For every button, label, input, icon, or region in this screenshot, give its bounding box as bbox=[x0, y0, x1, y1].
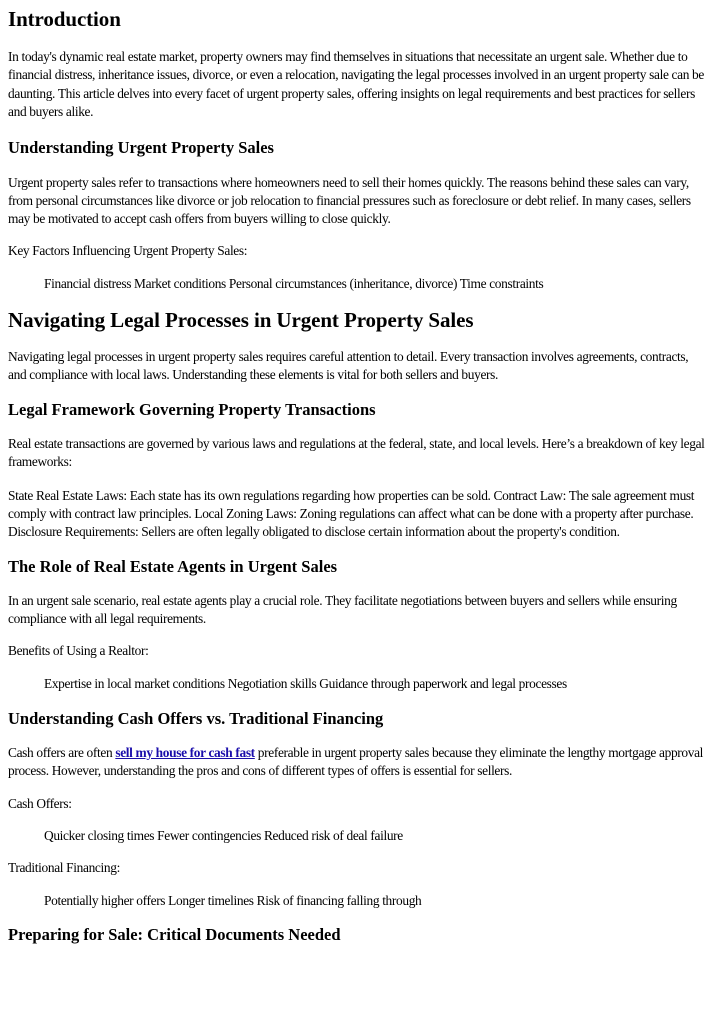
agents-role-paragraph: In an urgent sale scenario, real estate agents play a crucial role. They facilitate negotiations between buyers and sellers while ensuring compliance with all legal requirements. bbox=[8, 593, 677, 627]
cash-vs-financing-heading: Understanding Cash Offers vs. Traditional Financing bbox=[8, 708, 384, 728]
traditional-financing-list: Potentially higher offers Longer timelines Risk of financing falling through bbox=[44, 892, 422, 908]
understanding-urgent-sales-heading: Understanding Urgent Property Sales bbox=[8, 138, 274, 157]
traditional-financing-label: Traditional Financing: bbox=[8, 860, 120, 876]
preparing-for-sale-heading: Preparing for Sale: Critical Documents Needed bbox=[8, 924, 341, 944]
understanding-urgent-sales-paragraph: Urgent property sales refer to transactions where homeowners need to sell their homes quickly. The reasons behind these sales can vary, from personal circumstances like divorce or job relocation to financial pressures such as foreclosure or debt relief. In many cases, sellers may be motivated to accept cash offers from buyers willing to close quickly. bbox=[8, 174, 691, 227]
key-factors-label: Key Factors Influencing Urgent Property Sales: bbox=[8, 243, 248, 259]
navigating-legal-paragraph: Navigating legal processes in urgent property sales requires careful attention to detail. Every transaction involves agreements, contracts, and compliance with local laws. Understanding these elements is vital for both sellers and buyers. bbox=[8, 349, 689, 383]
cash-paragraph-start: Cash offers are often bbox=[8, 744, 116, 760]
legal-framework-paragraph: Real estate transactions are governed by various laws and regulations at the federal, state, and local levels. Here’s a breakdown of key legal frameworks: bbox=[8, 436, 705, 470]
navigating-legal-heading: Navigating Legal Processes in Urgent Property Sales bbox=[8, 307, 474, 332]
cash-paragraph-end: preferable in urgent property sales because they eliminate the lengthy mortgage approval process. However, understanding the pros and cons of different types of offers is essential for sellers. bbox=[8, 744, 704, 778]
benefits-list: Expertise in local market conditions Negotiation skills Guidance through paperwork and legal processes bbox=[44, 675, 567, 691]
cash-offers-paragraph bbox=[8, 744, 708, 780]
cash-offers-list: Quicker closing times Fewer contingencies Reduced risk of deal failure bbox=[44, 828, 403, 844]
cash-offers-label: Cash Offers: bbox=[8, 796, 72, 812]
introduction-paragraph: In today's dynamic real estate market, property owners may find themselves in situations that necessitate an urgent sale. Whether due to financial distress, inheritance issues, divorce, or even a relocation, navigating the legal processes involved in an urgent property sale can be daunting. This article delves into every facet of urgent property sales, offering insights on legal requirements and best practices for sellers and buyers alike. bbox=[8, 49, 704, 119]
legal-framework-list: State Real Estate Laws: Each state has its own regulations regarding how properties can be sold. Contract Law: The sale agreement must comply with contract law principles. Local Zoning Laws: Zoning regulations can affect what can be done with a property after purchase. Disclosure Requirements: Sellers are often legally obligated to disclose certain information about the property's condition. bbox=[8, 487, 695, 540]
agents-role-heading: The Role of Real Estate Agents in Urgent Sales bbox=[8, 557, 338, 577]
introduction-heading: Introduction bbox=[8, 7, 121, 31]
legal-framework-heading: Legal Framework Governing Property Transactions bbox=[8, 400, 376, 420]
benefits-label: Benefits of Using a Realtor: bbox=[8, 643, 149, 659]
sell-house-cash-link[interactable]: sell my house for cash fast bbox=[115, 744, 255, 760]
key-factors-list: Financial distress Market conditions Personal circumstances (inheritance, divorce) Time constraints bbox=[44, 275, 544, 291]
